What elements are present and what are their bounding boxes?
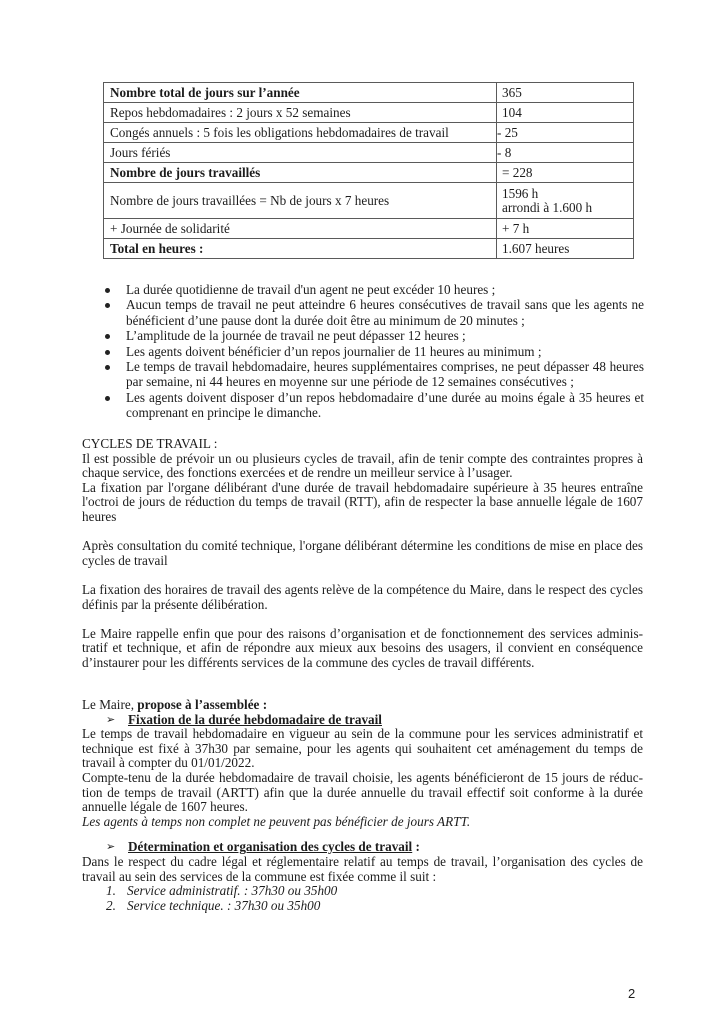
bullet-icon bbox=[105, 334, 110, 339]
table-row bbox=[104, 163, 634, 183]
bullet-icon bbox=[105, 288, 110, 293]
page-number: 2 bbox=[628, 986, 636, 1001]
bullet-icon bbox=[105, 365, 110, 370]
item-number: 2. bbox=[106, 897, 116, 913]
bullet-icon bbox=[105, 303, 110, 308]
table-row bbox=[104, 83, 634, 103]
paragraph: Dans le respect du cadre légal et réglementaire relatif au temps de travail, l’organisation des cycles de travail au sein des services de la commune est fixée comme il suit : bbox=[82, 853, 643, 884]
list-item bbox=[82, 884, 643, 899]
subheading-weekly-duration bbox=[82, 713, 643, 728]
work-time-rules-list bbox=[82, 282, 644, 421]
row-value: 365 bbox=[497, 83, 634, 103]
paragraph: La fixation par l'organe délibérant d'une durée de travail hebdomadaire supérieure à 35 heures entraîne l'octroi de jours de réduction du temps de travail (RTT), afin de respecter la base annuelle légale de 1607 heures bbox=[82, 479, 643, 524]
list-item bbox=[82, 282, 644, 297]
list-item-text: Les agents doivent bénéficier d’un repos journalier de 11 heures au minimum ; bbox=[126, 343, 542, 359]
cycles-list bbox=[82, 884, 643, 913]
row-value: = 228 bbox=[497, 163, 634, 183]
row-label: Congés annuels : 5 fois les obligations hebdomadaires de travail bbox=[104, 123, 497, 143]
list-item bbox=[82, 390, 644, 421]
table-row bbox=[104, 219, 634, 239]
table-row bbox=[104, 239, 634, 259]
paragraph: Après consultation du comité technique, l'organe délibérant détermine les conditions de mise en place des cycles de travail bbox=[82, 538, 643, 568]
paragraph: Le Maire rappelle enfin que pour des raisons d’organisation et de fonctionnement des services adminis-tratif et technique, et afin de répondre aux mieux aux besoins des usagers, il convient en conséquence d’instaurer pour les différents services de la commune des cycles de travail différents. bbox=[82, 625, 643, 670]
row-label: + Journée de solidarité bbox=[104, 219, 497, 239]
row-label: Nombre de jours travaillés bbox=[104, 163, 497, 183]
table-row bbox=[104, 183, 634, 219]
annual-hours-table bbox=[103, 82, 634, 259]
row-value bbox=[497, 183, 634, 219]
bullet-icon bbox=[105, 396, 110, 401]
note-text: Les agents à temps non complet ne peuvent pas bénéficier de jours ARTT. bbox=[82, 813, 471, 829]
intro-text: Le Maire, bbox=[82, 697, 138, 712]
proposal-intro bbox=[82, 698, 643, 713]
subheading-text: Détermination et organisation des cycles de travail bbox=[128, 839, 413, 855]
intro-bold-text: propose à l’assemblée : bbox=[137, 697, 268, 712]
row-value-line1: 1596 h bbox=[502, 185, 539, 201]
list-item bbox=[82, 899, 643, 914]
paragraph: Le temps de travail hebdomadaire en vigueur au sein de la commune pour les services administratif et technique est fixé à 37h30 par semaine, pour les agents qui souhaitent cet aménagement du temps de travail à compter du 01/01/2022. bbox=[82, 726, 643, 771]
section-heading: CYCLES DE TRAVAIL : bbox=[82, 436, 218, 451]
table-row bbox=[104, 143, 634, 163]
subheading-cycles-organisation bbox=[82, 840, 643, 855]
row-value-line2: arrondi à 1.600 h bbox=[502, 199, 593, 215]
subheading-text: Fixation de la durée hebdomadaire de travail bbox=[128, 711, 382, 727]
table-row bbox=[104, 103, 634, 123]
list-item bbox=[82, 328, 644, 343]
proposal-section bbox=[82, 698, 643, 913]
row-value: - 8 bbox=[497, 143, 634, 163]
list-item bbox=[82, 344, 644, 359]
row-label: Jours fériés bbox=[104, 143, 497, 163]
list-item bbox=[82, 359, 644, 390]
item-number: 1. bbox=[106, 883, 116, 899]
row-value: - 25 bbox=[497, 123, 634, 143]
list-item-text: Service administratif. : 37h30 ou 35h00 bbox=[127, 883, 338, 899]
subheading-suffix: : bbox=[412, 839, 420, 855]
row-label: Nombre de jours travaillées = Nb de jours x 7 heures bbox=[104, 183, 497, 219]
row-value: 1.607 heures bbox=[497, 239, 634, 259]
list-item-text: Le temps de travail hebdomadaire, heures supplémentaires comprises, ne peut dépasser 48 heures par semaine, ni 44 heures en moyenne sur une période de 12 semaines consécutives ; bbox=[126, 359, 644, 390]
row-value: + 7 h bbox=[497, 219, 634, 239]
list-item-text: Les agents doivent disposer d’un repos hebdomadaire d’une durée au moins égale à 35 heures et comprenant en principe le dimanche. bbox=[126, 389, 644, 421]
arrow-bullet-icon: ➢ bbox=[106, 713, 116, 726]
cycles-section bbox=[82, 437, 643, 671]
paragraph: La fixation des horaires de travail des agents relève de la compétence du Maire, dans le respect des cycles définis par la présente délibération. bbox=[82, 581, 643, 612]
list-item-text: Aucun temps de travail ne peut atteindre 6 heures consécutives de travail sans que les agents ne bénéficient d’une pause dont la durée doit être au minimum de 20 minutes ; bbox=[126, 297, 644, 328]
list-item-text: L’amplitude de la journée de travail ne peut dépasser 12 heures ; bbox=[126, 328, 466, 344]
table-row bbox=[104, 123, 634, 143]
row-label: Repos hebdomadaires : 2 jours x 52 semaines bbox=[104, 103, 497, 123]
list-item-text: La durée quotidienne de travail d'un agent ne peut excéder 10 heures ; bbox=[126, 282, 496, 297]
paragraph: Compte-tenu de la durée hebdomadaire de travail choisie, les agents bénéficieront de 15 jours de réduc-tion de temps de travail (ARTT) afin que la durée annuelle du travail effectif soit conforme à la durée annuelle légale de 1607 heures. bbox=[82, 769, 643, 815]
paragraph: Il est possible de prévoir un ou plusieurs cycles de travail, afin de tenir compte des contraintes propres à chaque service, des fonctions exercées et de rendre un meilleur service à l’usager. bbox=[82, 450, 643, 481]
row-value: 104 bbox=[497, 103, 634, 123]
row-label: Nombre total de jours sur l’année bbox=[104, 83, 497, 103]
row-label: Total en heures : bbox=[104, 239, 497, 259]
arrow-bullet-icon: ➢ bbox=[106, 841, 116, 854]
list-item bbox=[82, 297, 644, 328]
bullet-icon bbox=[105, 350, 110, 355]
list-item-text: Service technique. : 37h30 ou 35h00 bbox=[127, 897, 321, 913]
